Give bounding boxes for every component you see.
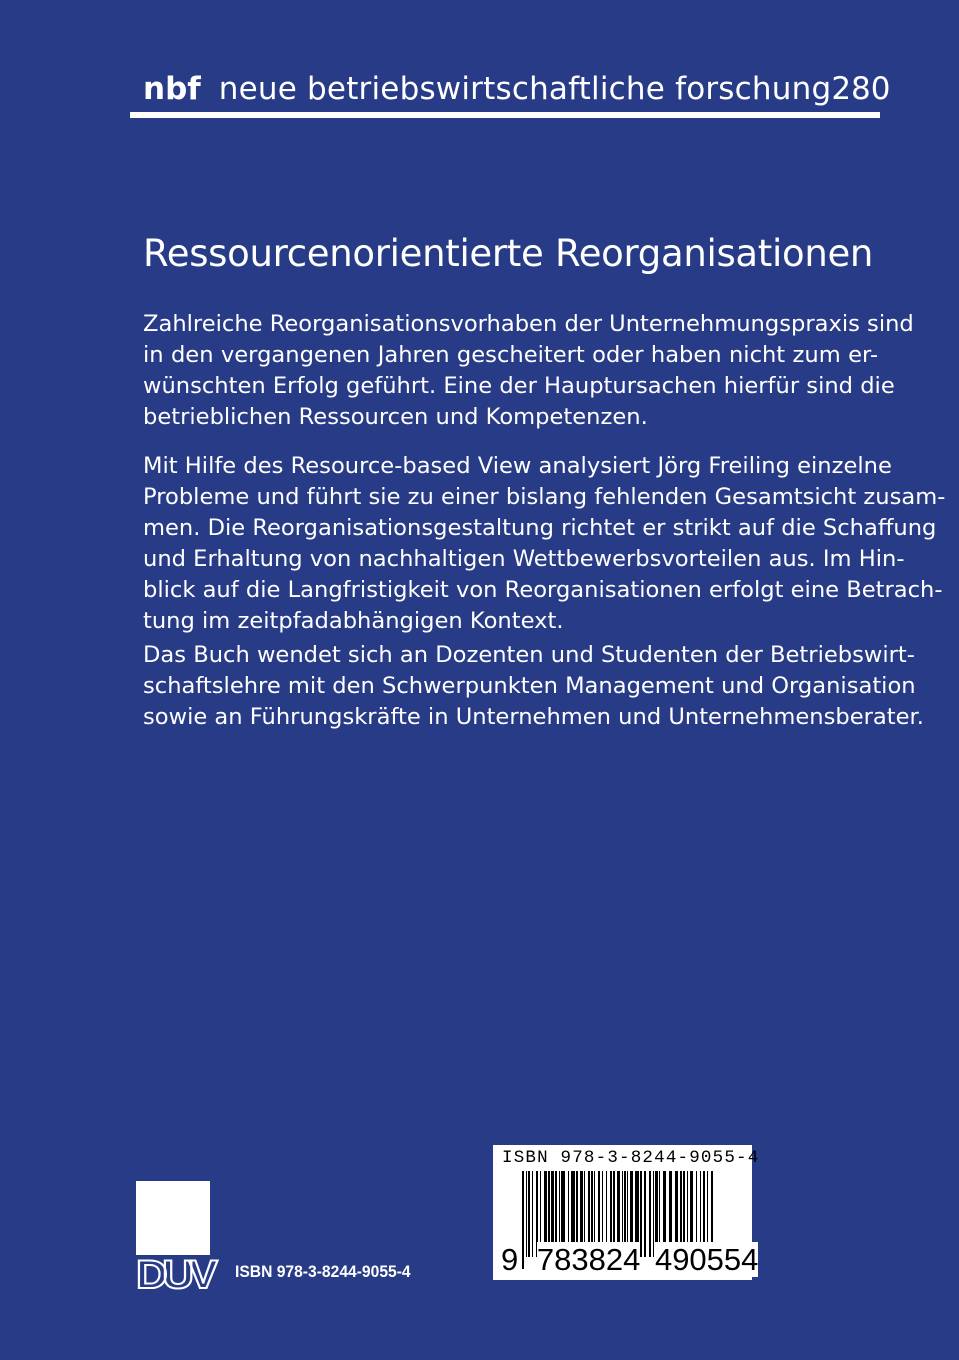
barcode-group-2: 490554	[654, 1242, 759, 1277]
barcode	[493, 1145, 760, 1280]
barcode-digits	[501, 1242, 758, 1278]
series-header	[143, 66, 891, 112]
paragraph-3	[143, 640, 924, 733]
text-line: wünschten Erfolg geführt. Eine der Hauptursachen hierfür sind die	[143, 373, 895, 399]
text-line: Das Buch wendet sich an Dozenten und Studenten der Betriebswirt-	[143, 642, 915, 668]
text-line: Zahlreiche Reorganisationsvorhaben der Unternehmungspraxis sind	[143, 311, 914, 337]
header-rule	[130, 112, 880, 118]
series-abbreviation: nbf	[143, 71, 201, 107]
text-line: schaftslehre mit den Schwerpunkten Management und Organisation	[143, 673, 916, 699]
text-line: men. Die Reorganisationsgestaltung richtet er strikt auf die Schaffung	[143, 515, 937, 541]
paragraph-2	[143, 451, 946, 637]
publisher-logo	[136, 1181, 228, 1295]
logo-text: DUV	[136, 1253, 213, 1297]
barcode-group-1: 783824	[536, 1242, 641, 1277]
series-number: 280	[831, 71, 891, 107]
barcode-isbn-label: ISBN 978-3-8244-9055-4	[502, 1148, 760, 1168]
text-line: betrieblichen Ressourcen und Kompetenzen.	[143, 404, 648, 430]
paragraph-1	[143, 309, 914, 433]
text-line: sowie an Führungskräfte in Unternehmen und Unternehmensberater.	[143, 704, 924, 730]
text-line: Mit Hilfe des Resource-based View analysiert Jörg Freiling einzelne	[143, 453, 892, 479]
text-line: und Erhaltung von nachhaltigen Wettbewerbsvorteilen aus. Im Hin-	[143, 546, 905, 572]
text-line: blick auf die Langfristigkeit von Reorganisationen erfolgt eine Betrach-	[143, 577, 943, 603]
barcode-first-digit: 9	[501, 1242, 519, 1277]
series-name: neue betriebswirtschaftliche forschung	[218, 71, 832, 107]
text-line: Probleme und führt sie zu einer bislang fehlenden Gesamtsicht zusam-	[143, 484, 946, 510]
text-line: tung im zeitpfadabhängigen Kontext.	[143, 608, 564, 634]
book-title: Ressourcenorientierte Reorganisationen	[143, 232, 874, 275]
logo-box	[136, 1181, 210, 1255]
text-line: in den vergangenen Jahren gescheitert oder haben nicht zum er-	[143, 342, 878, 368]
isbn-text: ISBN 978-3-8244-9055-4	[235, 1262, 411, 1281]
